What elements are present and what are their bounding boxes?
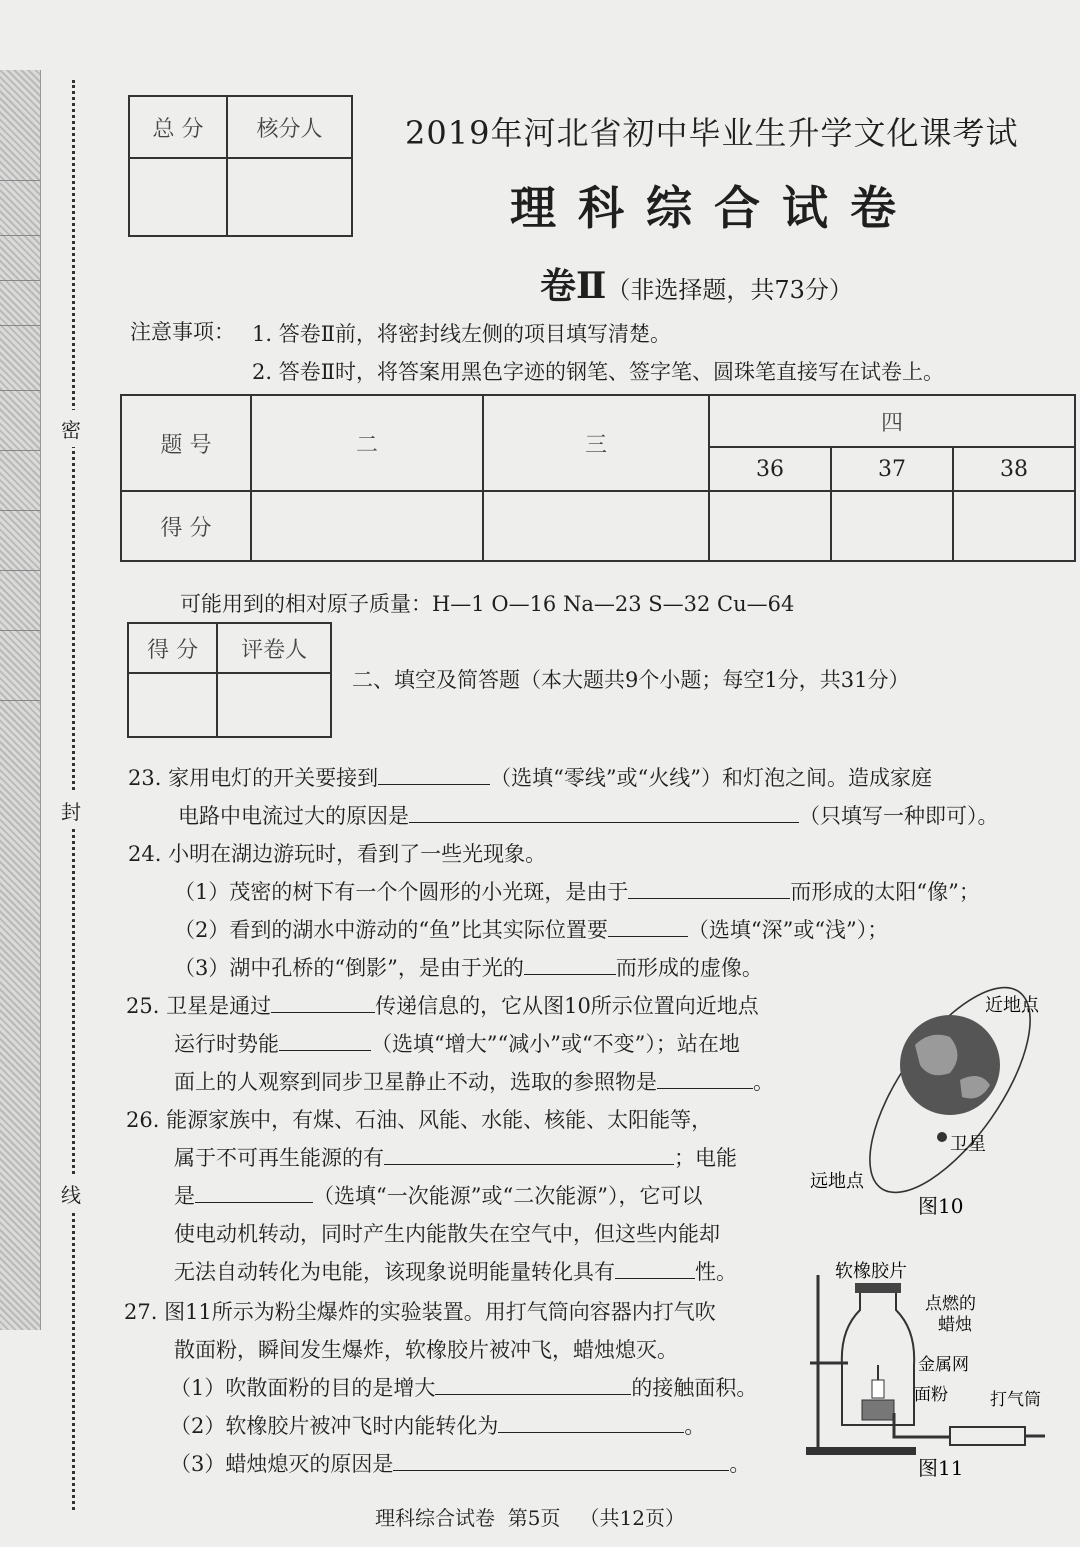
q27-text: （1）吹散面粉的目的是增大 <box>170 1376 436 1400</box>
question-37-header: 37 <box>831 447 953 491</box>
candle <box>872 1380 884 1398</box>
question-24-part-3 <box>174 952 763 982</box>
q24-text: 而形成的虚像。 <box>615 956 763 980</box>
footer <box>375 1502 685 1531</box>
q27-text: 。 <box>684 1414 706 1438</box>
question-27-part-1 <box>170 1372 757 1402</box>
score-cell-37[interactable] <box>831 491 953 561</box>
q25-text: 面上的人观察到同步卫星静止不动，选取的参照物是 <box>174 1070 657 1094</box>
q25-text: 传递信息的，它从图10所示位置向近地点 <box>375 994 759 1018</box>
grader-score-cell[interactable] <box>128 673 217 737</box>
grader-box <box>127 622 332 738</box>
score-table <box>120 394 1076 562</box>
question-23-line-2 <box>178 800 999 830</box>
q25-text: 。 <box>753 1070 774 1094</box>
pump-label: 打气筒 <box>990 1390 1041 1410</box>
binding-divider <box>0 390 40 391</box>
q27-text: 的接触面积。 <box>631 1376 758 1400</box>
score-cell-38[interactable] <box>953 491 1075 561</box>
q26-blank-3[interactable] <box>615 1258 695 1279</box>
binding-divider <box>0 325 40 326</box>
q27-text: （3）蜡烛熄灭的原因是 <box>170 1452 394 1476</box>
grader-name-label: 评卷人 <box>217 623 331 673</box>
volume-note: （非选择题，共73分） <box>606 276 853 304</box>
question-27-part-3 <box>170 1448 750 1478</box>
total-score-box <box>128 95 353 237</box>
binding-divider <box>0 235 40 236</box>
section-two-header: 二 <box>251 395 483 491</box>
q24-blank-3[interactable] <box>524 954 616 975</box>
q25-text: （选填“增大”“减小”或“不变”）；站在地 <box>371 1032 740 1056</box>
seal-char-feng: 封 <box>58 792 84 829</box>
q26-text: 是 <box>174 1184 195 1208</box>
q26-text: 属于不可再生能源的有 <box>174 1146 384 1170</box>
score-cell-section-two[interactable] <box>251 491 483 561</box>
seal-char-xian: 线 <box>58 1175 84 1212</box>
candle-label-1: 点燃的 <box>925 1294 976 1314</box>
question-25-line-1 <box>126 990 759 1020</box>
question-36-header: 36 <box>709 447 831 491</box>
q24-text: （1）茂密的树下有一个个圆形的小光斑，是由于 <box>174 880 629 904</box>
q26-text: （选填“一次能源”或“二次能源”），它可以 <box>313 1184 703 1208</box>
q27-blank-1[interactable] <box>435 1374 631 1395</box>
total-score-cell[interactable] <box>129 158 227 236</box>
footer-page: 第5页 <box>507 1506 561 1530</box>
q24-text: （选填“深”或“浅”）； <box>687 918 889 942</box>
q25-text: 25. 卫星是通过 <box>126 994 272 1018</box>
q25-blank-3[interactable] <box>657 1068 753 1089</box>
figure-11-caption: 图11 <box>918 1456 964 1480</box>
grader-score-label: 得 分 <box>128 623 217 673</box>
question-24-part-1 <box>174 876 980 906</box>
score-checker-cell[interactable] <box>227 158 352 236</box>
question-27-line-2: 散面粉，瞬间发生爆炸，软橡胶片被冲飞，蜡烛熄灭。 <box>174 1338 678 1362</box>
flour-label: 面粉 <box>914 1385 948 1405</box>
question-26-line-4: 使电动机转动，同时产生内能散失在空气中，但这些内能却 <box>174 1222 720 1246</box>
figure-11 <box>800 1255 1070 1485</box>
q25-blank-1[interactable] <box>271 992 375 1013</box>
binding-divider <box>0 700 40 701</box>
question-27-line-1: 27. 图11所示为粉尘爆炸的实验装置。用打气筒向容器内打气吹 <box>124 1300 716 1324</box>
question-26-line-1: 26. 能源家族中，有煤、石油、风能、水能、核能、太阳能等， <box>126 1108 713 1132</box>
q24-text: （2）看到的湖水中游动的“鱼”比其实际位置要 <box>174 918 608 942</box>
q26-blank-1[interactable] <box>384 1144 674 1165</box>
binding-divider <box>0 630 40 631</box>
question-number-label: 题 号 <box>121 395 251 491</box>
notice-item-1: 1. 答卷Ⅱ前，将密封线左侧的项目填写清楚。 <box>252 322 671 346</box>
mesh-label: 金属网 <box>918 1355 969 1375</box>
question-26-line-2 <box>174 1142 737 1172</box>
score-row-label: 得 分 <box>121 491 251 561</box>
binding-divider <box>0 280 40 281</box>
footer-paper: 理科综合试卷 <box>375 1506 495 1530</box>
q25-blank-2[interactable] <box>279 1030 371 1051</box>
figure-10 <box>800 985 1070 1225</box>
volume-label: 卷Ⅱ <box>540 265 607 307</box>
score-cell-section-three[interactable] <box>483 491 709 561</box>
rubber-label: 软橡胶片 <box>835 1261 907 1282</box>
figure-10-caption: 图10 <box>918 1194 964 1218</box>
question-38-header: 38 <box>953 447 1075 491</box>
q24-text: 而形成的太阳“像”； <box>790 880 980 904</box>
question-26-line-5 <box>174 1256 737 1286</box>
mesh-flour-cup <box>862 1400 894 1420</box>
q25-text: 运行时势能 <box>174 1032 279 1056</box>
q23-text: （选填“零线”或“火线”）和灯泡之间。造成家庭 <box>490 766 933 790</box>
paper-title: 理科综合试卷 <box>510 181 918 235</box>
apogee-label: 远地点 <box>810 1171 864 1192</box>
rubber-sheet <box>855 1283 901 1293</box>
satellite-label: 卫星 <box>950 1134 986 1155</box>
atomic-masses: 可能用到的相对原子质量：H—1 O—16 Na—23 S—32 Cu—64 <box>180 592 795 616</box>
section-title: 二、填空及简答题（本大题共9个小题；每空1分，共31分） <box>352 668 910 692</box>
stand-base <box>806 1447 916 1455</box>
q24-text: （3）湖中孔桥的“倒影”，是由于光的 <box>174 956 524 980</box>
section-four-header: 四 <box>709 395 1075 447</box>
q23-text: 电路中电流过大的原因是 <box>178 804 409 828</box>
question-25-line-3 <box>174 1066 774 1096</box>
q23-blank-2[interactable] <box>409 802 799 823</box>
perigee-label: 近地点 <box>985 995 1039 1016</box>
q23-blank-1[interactable] <box>378 764 490 785</box>
q27-text: （2）软橡胶片被冲飞时内能转化为 <box>170 1414 499 1438</box>
q26-text: 无法自动转化为电能，该现象说明能量转化具有 <box>174 1260 615 1284</box>
q23-text: 23. 家用电灯的开关要接到 <box>128 766 379 790</box>
grader-name-cell[interactable] <box>217 673 331 737</box>
q26-text: ；电能 <box>674 1146 737 1170</box>
q26-text: 性。 <box>695 1260 737 1284</box>
binding-strip <box>0 70 41 1330</box>
q27-blank-3[interactable] <box>393 1450 729 1471</box>
binding-divider <box>0 180 40 181</box>
q27-text: 。 <box>729 1452 751 1476</box>
notice-label: 注意事项： <box>130 320 235 344</box>
satellite-icon <box>937 1132 947 1142</box>
question-24-part-2 <box>174 914 888 944</box>
footer-total: （共12页） <box>579 1506 685 1530</box>
question-23-line-1 <box>128 762 932 792</box>
candle-label-2: 蜡烛 <box>938 1315 972 1335</box>
score-checker-label: 核分人 <box>227 96 352 158</box>
question-27-part-2 <box>170 1410 705 1440</box>
q27-blank-2[interactable] <box>498 1412 684 1433</box>
question-26-line-3 <box>174 1180 702 1210</box>
q24-blank-1[interactable] <box>628 878 790 899</box>
q23-text: （只填写一种即可）。 <box>799 804 999 828</box>
question-25-line-2 <box>174 1028 740 1058</box>
binding-divider <box>0 450 40 451</box>
binding-divider <box>0 570 40 571</box>
binding-divider <box>0 510 40 511</box>
volume-heading <box>540 258 853 309</box>
total-score-label: 总 分 <box>129 96 227 158</box>
q24-blank-2[interactable] <box>608 916 688 937</box>
pump-barrel <box>950 1427 1025 1445</box>
notice-item-2: 2. 答卷Ⅱ时，将答案用黑色字迹的钢笔、签字笔、圆珠笔直接写在试卷上。 <box>252 360 944 384</box>
exam-name: 2019年河北省初中毕业生升学文化课考试 <box>405 114 1019 152</box>
question-24-stem: 24. 小明在湖边游玩时，看到了一些光现象。 <box>128 842 547 866</box>
score-cell-36[interactable] <box>709 491 831 561</box>
section-three-header: 三 <box>483 395 709 491</box>
q26-blank-2[interactable] <box>195 1182 313 1203</box>
seal-char-mi: 密 <box>58 410 84 447</box>
